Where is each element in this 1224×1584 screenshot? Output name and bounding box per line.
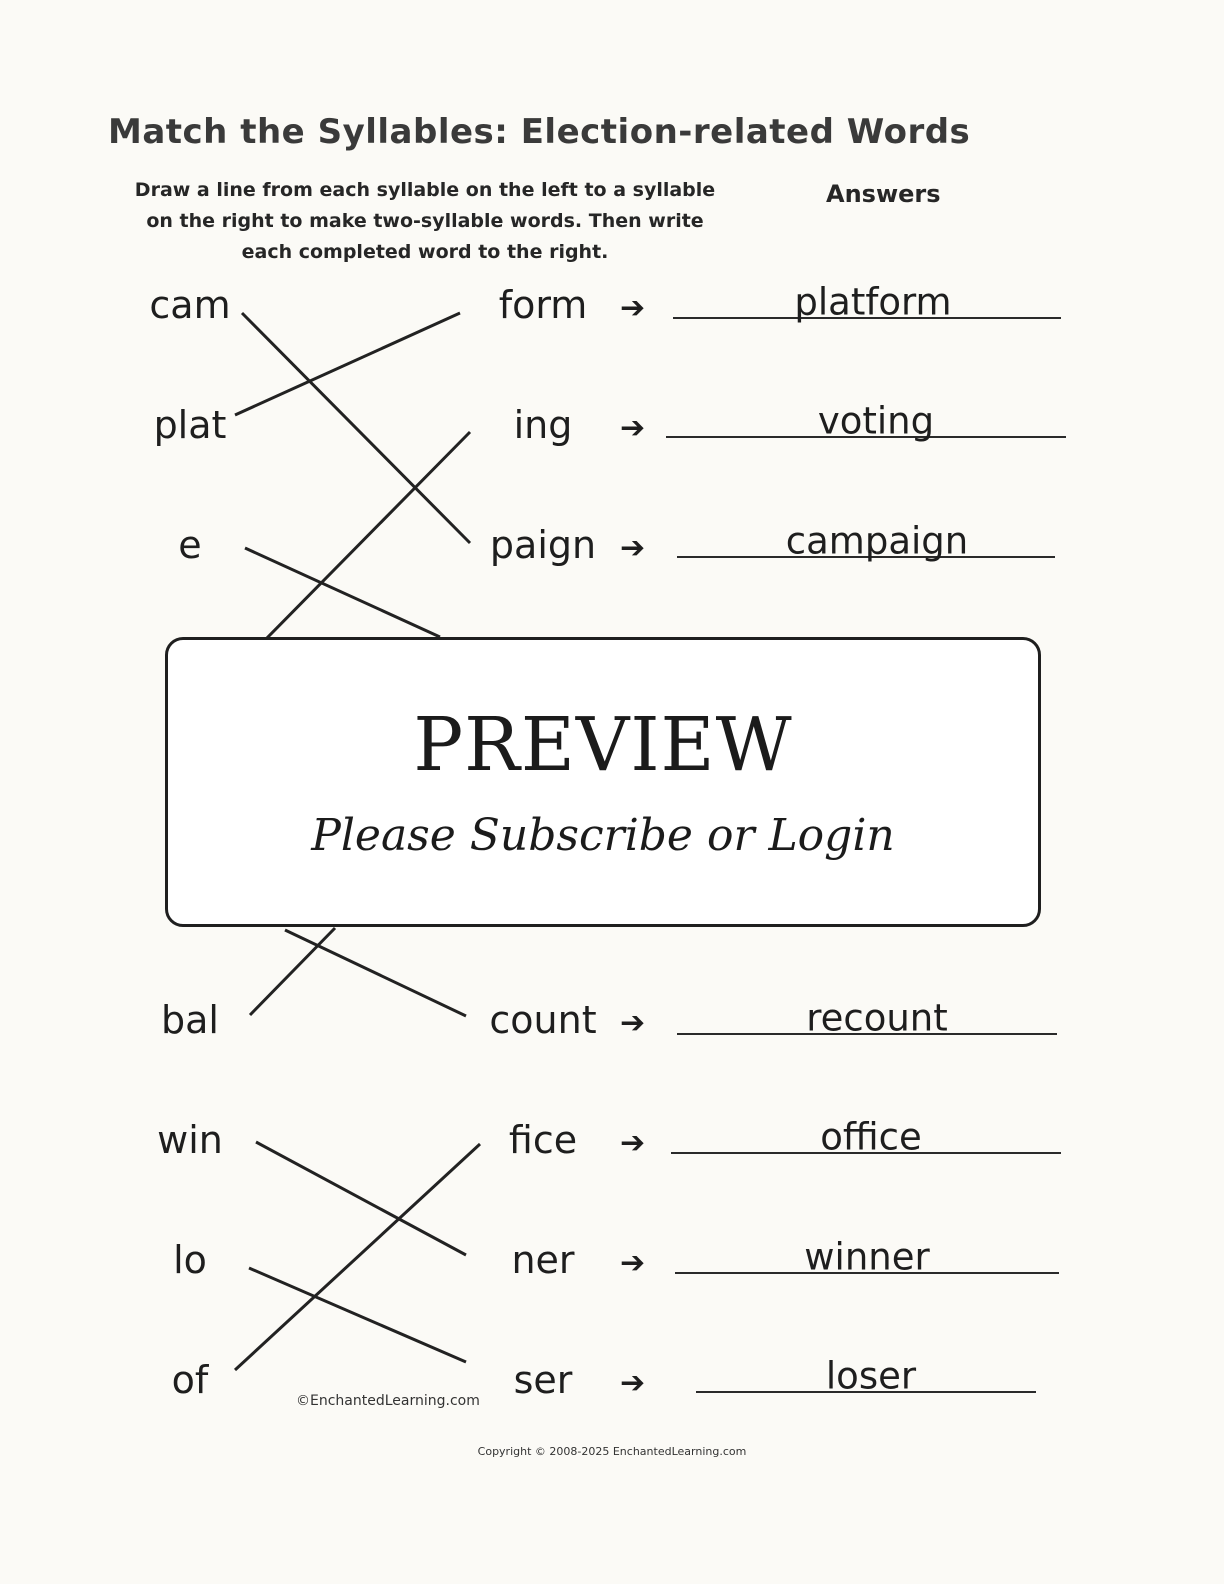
answer-word: platform bbox=[794, 280, 952, 324]
answer-word: voting bbox=[817, 399, 935, 443]
answer-word: campaign bbox=[785, 519, 969, 563]
left-syllable: e bbox=[178, 523, 202, 567]
connector-win-ner bbox=[256, 1142, 466, 1255]
preview-title: PREVIEW bbox=[413, 702, 793, 788]
answer-word: recount bbox=[806, 996, 948, 1040]
left-syllable: bal bbox=[161, 998, 219, 1042]
arrow-icon: ➔ bbox=[620, 1245, 646, 1281]
right-syllable: ing bbox=[513, 403, 573, 447]
copyright-footer: Copyright © 2008-2025 EnchantedLearning.com bbox=[477, 1445, 747, 1458]
arrow-icon: ➔ bbox=[620, 1005, 646, 1041]
right-syllable: count bbox=[489, 998, 597, 1042]
page-title: Match the Syllables: Election-related Words bbox=[108, 112, 971, 152]
arrow-icon: ➔ bbox=[620, 290, 646, 326]
answer-word: winner bbox=[804, 1235, 930, 1279]
right-syllable: paign bbox=[489, 523, 597, 567]
left-syllable: cam bbox=[149, 283, 231, 327]
right-syllable: fice bbox=[508, 1118, 578, 1162]
answers-heading: Answers bbox=[826, 180, 941, 208]
connector-plat-form bbox=[235, 313, 460, 415]
answer-word: loser bbox=[825, 1354, 917, 1398]
arrow-icon: ➔ bbox=[620, 530, 646, 566]
right-syllable: form bbox=[498, 283, 588, 327]
left-syllable: of bbox=[171, 1358, 209, 1402]
left-syllable: win bbox=[157, 1118, 223, 1162]
right-syllable: ser bbox=[513, 1358, 573, 1402]
preview-overlay[interactable] bbox=[165, 637, 1041, 927]
connector-of-fice bbox=[235, 1144, 480, 1370]
connector-lo-ser bbox=[249, 1268, 466, 1362]
instructions-text: Draw a line from each syllable on the left to a syllable on the right to make two-syllable words. Then write each completed word to the right. bbox=[134, 179, 716, 263]
watermark-text: ©EnchantedLearning.com bbox=[296, 1393, 480, 1409]
subscribe-login-link[interactable]: Please Subscribe or Login bbox=[311, 810, 895, 861]
arrow-icon: ➔ bbox=[620, 410, 646, 446]
left-syllable: plat bbox=[153, 403, 227, 447]
connector-ing-hidden bbox=[265, 432, 470, 640]
arrow-icon: ➔ bbox=[620, 1365, 646, 1401]
left-syllable: lo bbox=[173, 1238, 207, 1282]
connector-hidden-count bbox=[285, 930, 466, 1016]
arrow-icon: ➔ bbox=[620, 1125, 646, 1161]
right-syllable: ner bbox=[511, 1238, 575, 1282]
answer-word: office bbox=[820, 1115, 922, 1159]
connector-cam-paign bbox=[242, 313, 470, 543]
